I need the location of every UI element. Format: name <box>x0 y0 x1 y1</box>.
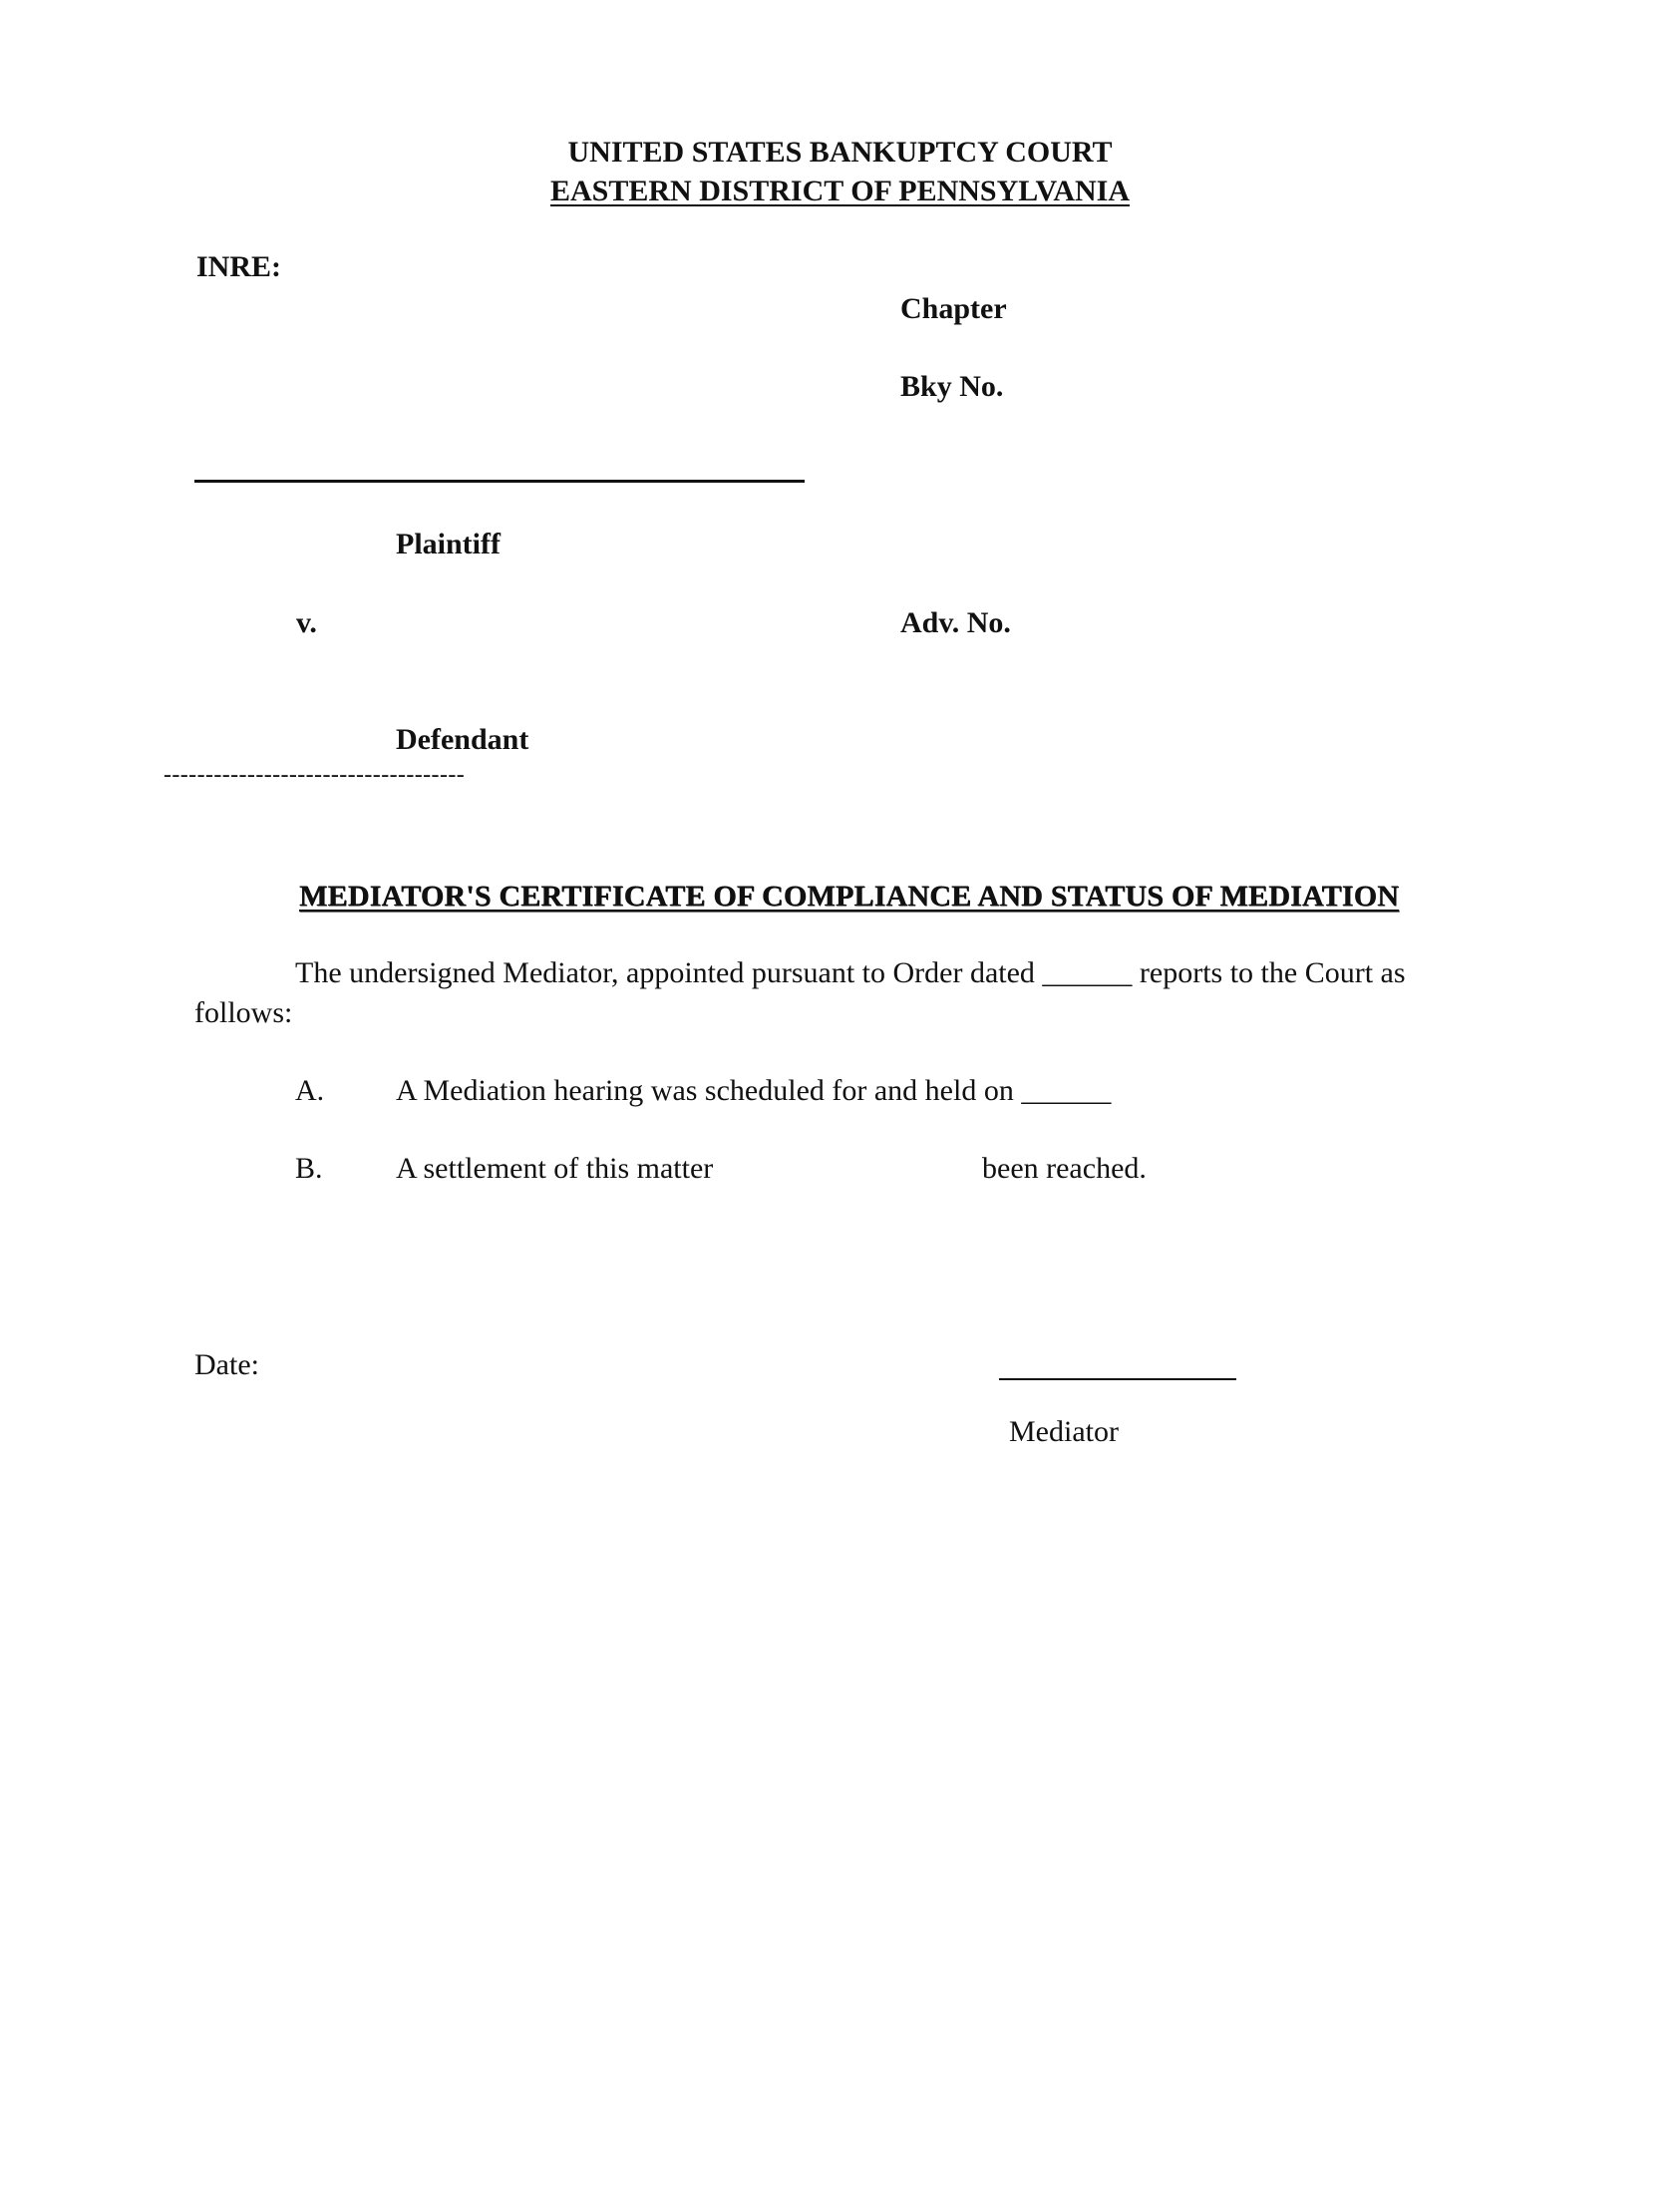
court-district-text: EASTERN DISTRICT OF PENNSYLVANIA <box>549 175 1130 207</box>
debtor-name-line <box>194 480 805 483</box>
plaintiff-label: Plaintiff <box>396 528 501 560</box>
item-a-text: A Mediation hearing was scheduled for and held on ______ <box>396 1074 1112 1107</box>
court-district <box>0 177 1680 206</box>
date-label: Date: <box>194 1348 259 1381</box>
caption-dash-separator: ------------------------------------ <box>164 762 466 788</box>
certificate-title: MEDIATOR'S CERTIFICATE OF COMPLIANCE AND STATUS OF MEDIATION <box>298 880 1399 913</box>
in-re-label: INRE: <box>196 250 282 283</box>
intro-line-1: The undersigned Mediator, appointed pursuant to Order dated ______ reports to the Court as <box>295 956 1406 989</box>
bky-no-label: Bky No. <box>900 370 1004 403</box>
court-name: UNITED STATES BANKUPTCY COURT <box>567 136 1113 169</box>
intro-line-2: follows: <box>194 996 293 1029</box>
defendant-label: Defendant <box>396 723 529 756</box>
adv-no-label: Adv. No. <box>900 606 1011 639</box>
item-b-marker: B. <box>295 1152 323 1185</box>
item-a-marker: A. <box>295 1074 325 1107</box>
item-b-text-before: A settlement of this matter <box>396 1152 714 1185</box>
mediator-label: Mediator <box>1009 1415 1119 1448</box>
chapter-label: Chapter <box>900 292 1007 325</box>
mediator-signature-line <box>999 1378 1236 1380</box>
versus-label: v. <box>296 606 317 639</box>
item-b-text-after: been reached. <box>982 1152 1147 1185</box>
